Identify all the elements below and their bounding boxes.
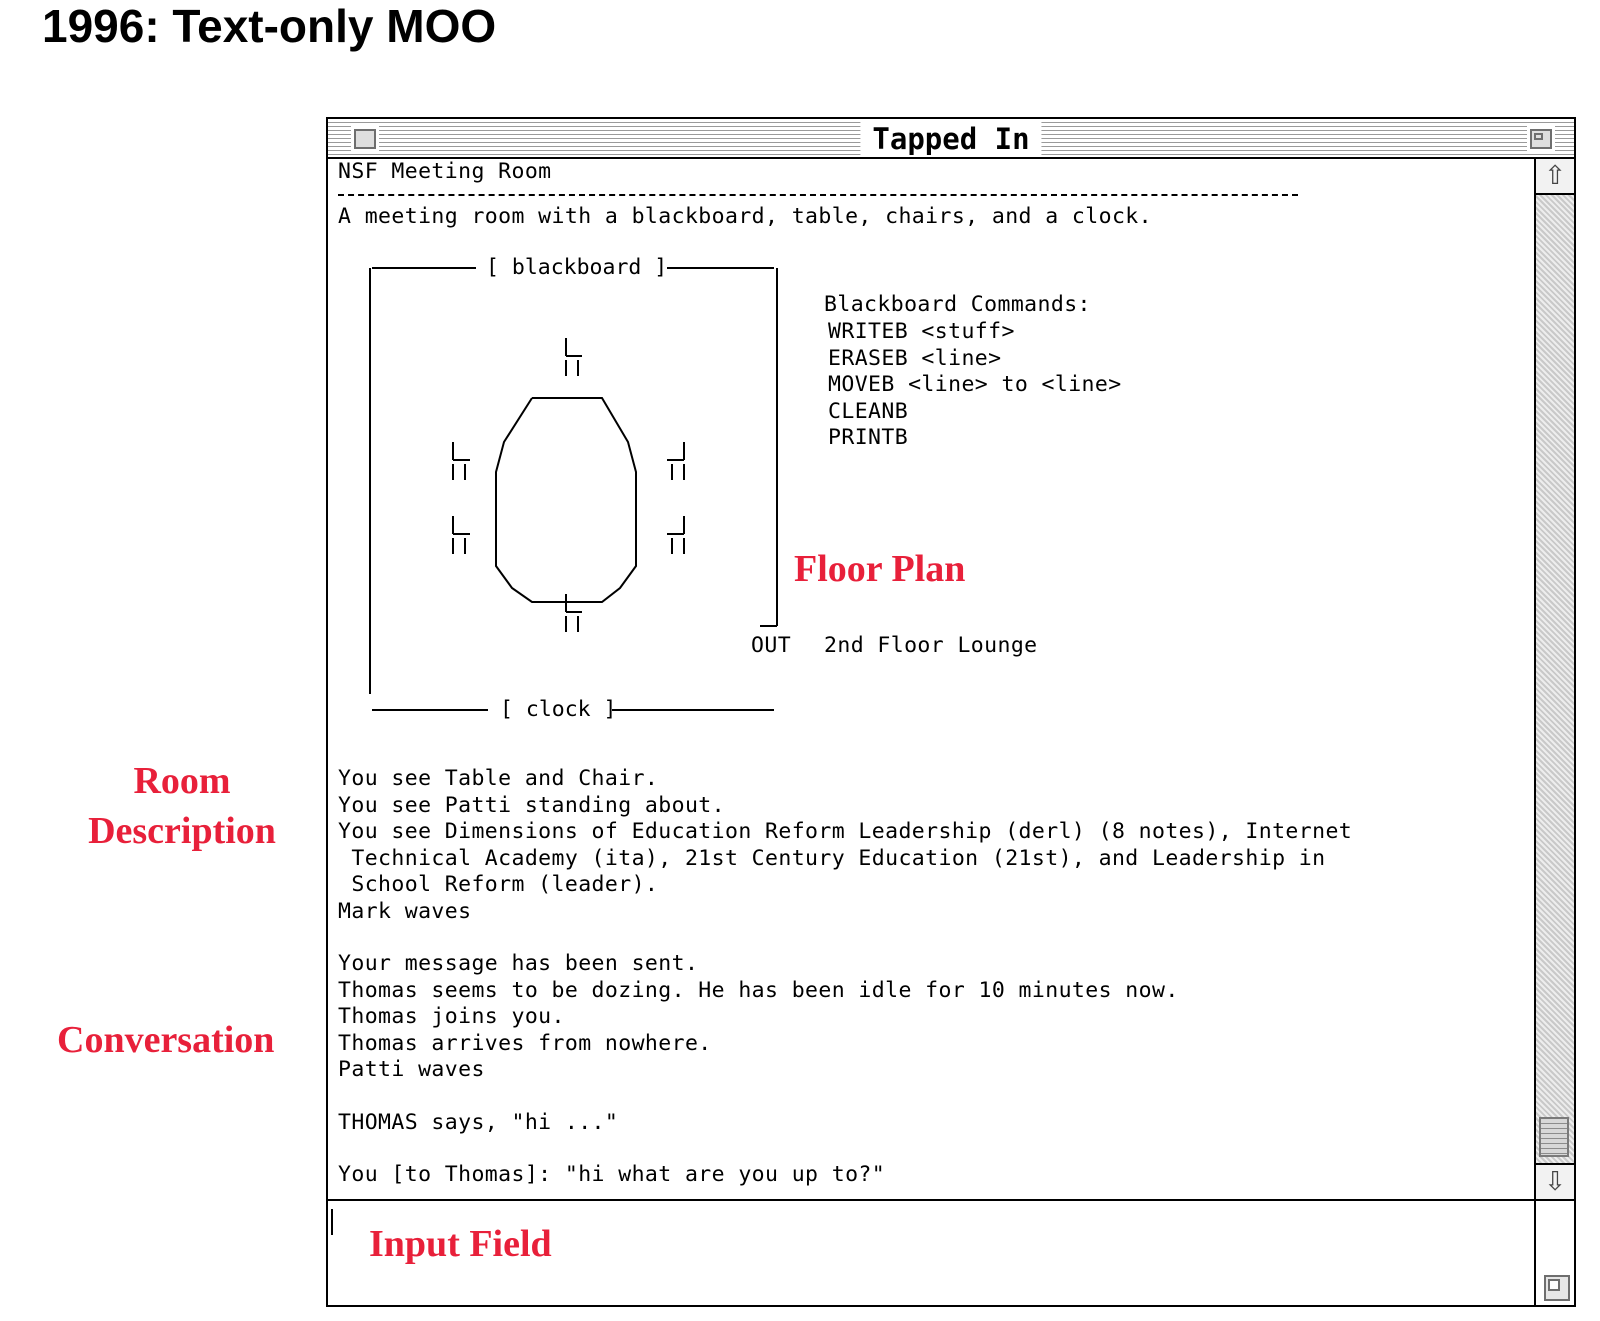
output-line: Mark waves	[338, 898, 472, 924]
close-box-icon[interactable]	[354, 129, 376, 149]
output-line: School Reform (leader).	[338, 872, 659, 897]
grow-box-column	[1534, 1199, 1574, 1305]
text-caret	[331, 1209, 333, 1235]
output-line: Patti waves	[338, 1057, 485, 1082]
scroll-down-arrow-icon[interactable]: ⇩	[1536, 1163, 1574, 1199]
title-bar[interactable]	[328, 119, 1574, 159]
output-line: You see Table and Chair.	[338, 766, 659, 791]
blackboard-commands	[828, 319, 1122, 452]
exit-destination: 2nd Floor Lounge	[824, 633, 1038, 658]
input-field[interactable]	[328, 1199, 1538, 1305]
room-description-callout-line1: Room	[133, 760, 231, 802]
floor-plan	[328, 246, 1538, 744]
tapped-in-window	[326, 117, 1576, 1307]
scroll-thumb[interactable]	[1539, 1117, 1569, 1157]
blackboard-label: [ blackboard ]	[486, 255, 668, 280]
blackboard-command: WRITEB <stuff>	[828, 319, 1015, 344]
separator-line	[338, 194, 1298, 196]
room-description-callout-line2: Description	[88, 810, 276, 852]
vertical-scrollbar[interactable]	[1534, 159, 1574, 1199]
floor-plan-drawing	[328, 246, 808, 744]
exit-out-label: OUT	[751, 633, 792, 658]
thomas-says-line: THOMAS says, "hi ..."	[338, 1109, 619, 1135]
output-line: Thomas joins you.	[338, 1004, 565, 1029]
output-line: Thomas arrives from nowhere.	[338, 1030, 712, 1056]
conversation-text	[328, 951, 1538, 1084]
blackboard-command: PRINTB	[828, 425, 909, 450]
scroll-up-arrow-icon[interactable]: ⇧	[1536, 159, 1574, 195]
room-description-callout	[62, 756, 302, 856]
blackboard-command: ERASEB <line>	[828, 345, 1002, 371]
blackboard-command: MOVEB <line> to <line>	[828, 372, 1122, 397]
output-line: Thomas seems to be dozing. He has been idle for 10 minutes now.	[338, 977, 1179, 1003]
room-name: NSF Meeting Room	[338, 159, 552, 184]
output-line: Your message has been sent.	[338, 951, 699, 976]
output-line: You see Dimensions of Education Reform Leadership (derl) (8 notes), Internet	[338, 819, 1353, 844]
you-say-line: You [to Thomas]: "hi what are you up to?"	[338, 1162, 886, 1187]
blackboard-commands-header: Blackboard Commands:	[824, 292, 1091, 317]
blackboard-command: CLEANB	[828, 398, 909, 424]
resize-grow-icon[interactable]	[1544, 1275, 1570, 1301]
room-description: A meeting room with a blackboard, table, chairs, and a clock.	[338, 203, 1152, 229]
slide-title: 1996: Text-only MOO	[42, 0, 497, 52]
clock-label: [ clock ]	[500, 697, 617, 722]
zoom-box-icon[interactable]	[1530, 129, 1552, 149]
conversation-callout: Conversation	[57, 1019, 275, 1061]
window-title: Tapped In	[860, 121, 1041, 157]
moo-output-pane[interactable]	[328, 159, 1538, 1199]
input-field-callout: Input Field	[369, 1223, 552, 1265]
floor-plan-callout: Floor Plan	[794, 548, 966, 590]
output-line: You see Patti standing about.	[338, 792, 725, 818]
output-line: Technical Academy (ita), 21st Century Education (21st), and Leadership in	[338, 845, 1326, 871]
room-description-text	[328, 766, 1538, 925]
